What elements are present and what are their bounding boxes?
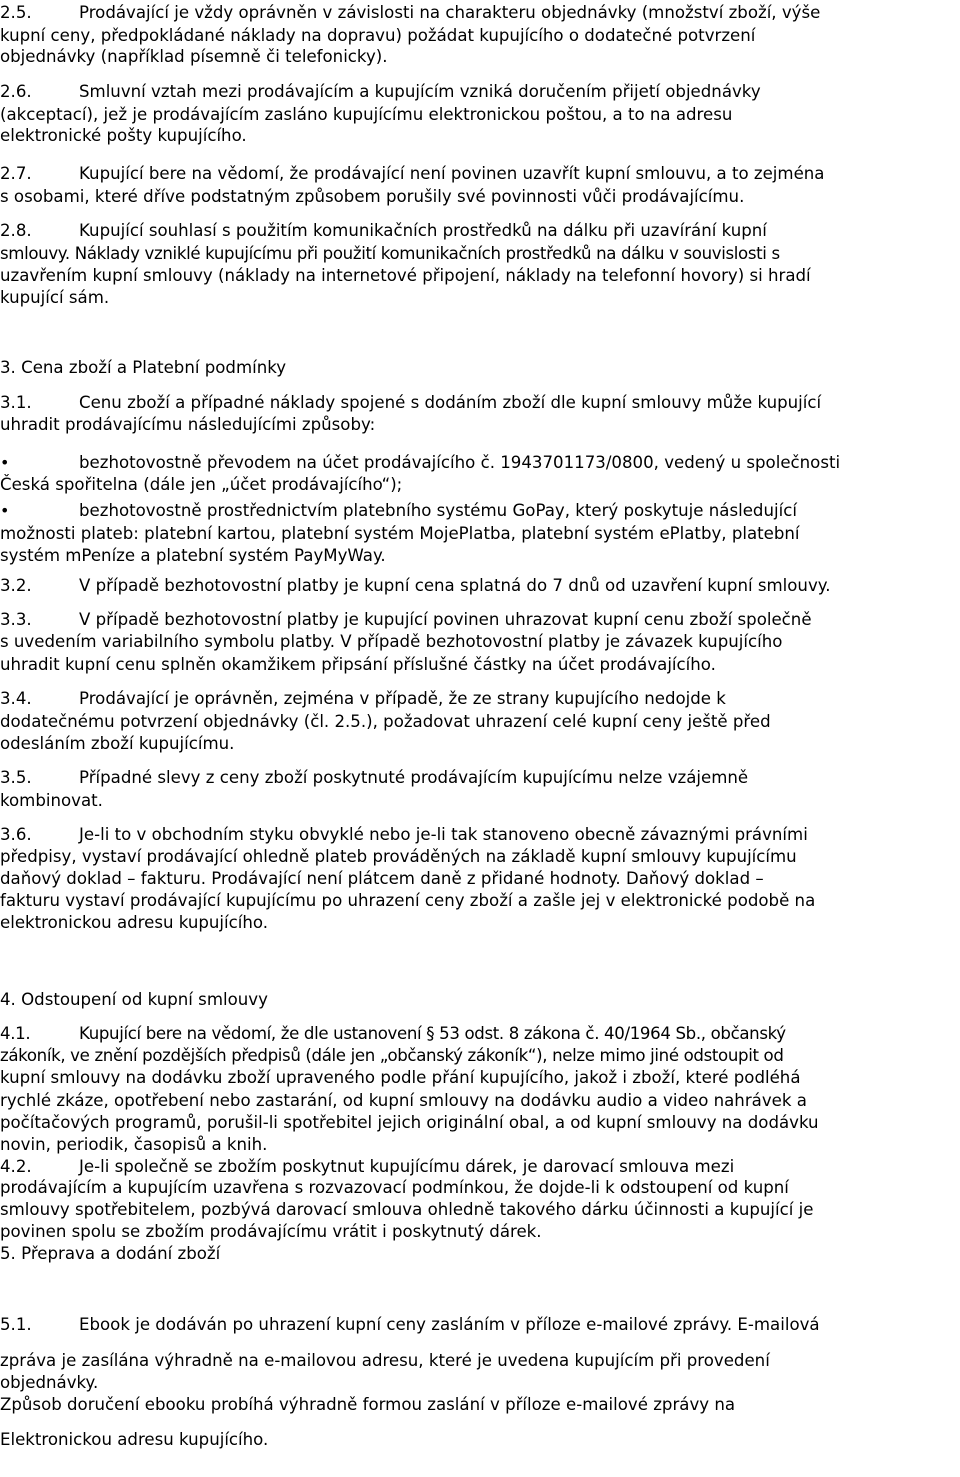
line-text: Prodávající je oprávněn, zejména v případě, že ze strany kupujícího nedojde k: [79, 689, 726, 708]
text-line: [0, 163, 824, 185]
text-line: [0, 1156, 734, 1178]
section-number: 4.2.: [0, 1157, 32, 1176]
bullet-marker: •: [0, 501, 10, 520]
text-line: [0, 609, 812, 631]
text-line: [0, 688, 726, 710]
text-line: 4. Odstoupení od kupní smlouvy: [0, 990, 268, 1009]
text-line: kupní smlouvy na dodávku zboží upraveného podle přání kupujícího, jakož i zboží, které podléhá: [0, 1068, 801, 1087]
line-text: Cenu zboží a případné náklady spojené s dodáním zboží dle kupní smlouvy může kupující: [79, 393, 822, 412]
line-text: Smluvní vztah mezi prodávajícím a kupujícím vzniká doručením přijetí objednávky: [79, 82, 761, 101]
line-text: Je-li to v obchodním styku obvyklé nebo je-li tak stanoveno obecně závaznými právními: [79, 825, 808, 844]
text-line: dodatečnému potvrzení objednávky (čl. 2.5.), požadovat uhrazení celé kupní ceny ještě před: [0, 712, 771, 731]
section-number: 3.4.: [0, 689, 32, 708]
text-line: kupní ceny, předpokládané náklady na dopravu) požádat kupujícího o dodatečné potvrzení: [0, 26, 756, 45]
line-text: Ebook je dodáván po uhrazení kupní ceny zasláním v příloze e-mailové zprávy. E-mailová: [79, 1315, 820, 1334]
line-text: V případě bezhotovostní platby je kupní cena splatná do 7 dnů od uzavření kupní smlouvy.: [79, 576, 831, 595]
text-line: [0, 824, 808, 846]
section-number: 3.5.: [0, 768, 32, 787]
text-line: uzavřením kupní smlouvy (náklady na internetové připojení, náklady na telefonní hovory) si hradí: [0, 266, 811, 285]
text-line: [0, 575, 831, 597]
text-line: možnosti plateb: platební kartou, platební systém MojePlatba, platební systém ePlatby, platební: [0, 524, 800, 543]
text-line: novin, periodik, časopisů a knih.: [0, 1135, 268, 1154]
section-number: 3.3.: [0, 610, 32, 629]
text-line: systém mPeníze a platební systém PayMyWay.: [0, 546, 386, 565]
text-line: prodávajícím a kupujícím uzavřena s rozvazovací podmínkou, že dojde-li k odstoupení od kupní: [0, 1178, 789, 1197]
text-line: kupující sám.: [0, 288, 110, 307]
text-line: Česká spořitelna (dále jen „účet prodávajícího“);: [0, 475, 403, 494]
text-line: objednávky.: [0, 1373, 99, 1392]
text-line: [0, 767, 748, 789]
text-line: elektronické pošty kupujícího.: [0, 126, 247, 145]
text-line: elektronickou adresu kupujícího.: [0, 913, 269, 932]
text-line: [0, 392, 821, 414]
text-line: odesláním zboží kupujícímu.: [0, 734, 235, 753]
line-text: bezhotovostně prostřednictvím platebního systému GoPay, který poskytuje následující: [79, 501, 797, 520]
text-line: kombinovat.: [0, 791, 103, 810]
line-text: Prodávající je vždy oprávněn v závislosti na charakteru objednávky (množství zboží, výše: [79, 3, 821, 22]
text-line: [0, 220, 767, 242]
section-number: 3.1.: [0, 393, 32, 412]
text-line: [0, 500, 797, 522]
text-line: smlouvy spotřebitelem, pozbývá darovací smlouva ohledně takového dárku účinnosti a kupující je: [0, 1200, 814, 1219]
section-number: 2.5.: [0, 3, 32, 22]
text-line: [0, 81, 761, 103]
text-line: uhradit prodávajícímu následujícími způsoby:: [0, 415, 376, 434]
section-number: 3.2.: [0, 576, 32, 595]
section-number: 5.1.: [0, 1315, 32, 1334]
bullet-marker: •: [0, 453, 10, 472]
text-line: smlouvy. Náklady vzniklé kupujícímu při použití komunikačních prostředků na dálku v souvislosti s: [0, 244, 780, 263]
section-number: 2.8.: [0, 221, 32, 240]
text-line: s osobami, které dříve podstatným způsobem porušily své povinnosti vůči prodávajícímu.: [0, 187, 745, 206]
text-line: 3. Cena zboží a Platební podmínky: [0, 358, 287, 377]
text-line: uhradit kupní cenu splněn okamžikem připsání příslušné částky na účet prodávajícího.: [0, 655, 716, 674]
section-number: 2.7.: [0, 164, 32, 183]
text-line: objednávky (například písemně či telefonicky).: [0, 47, 388, 66]
text-line: fakturu vystaví prodávající kupujícímu po uhrazení ceny zboží a zašle jej v elektronické podobě na: [0, 891, 816, 910]
section-number: 3.6.: [0, 825, 32, 844]
line-text: Je-li společně se zbožím poskytnut kupujícímu dárek, je darovací smlouva mezi: [79, 1157, 735, 1176]
text-line: [0, 1314, 820, 1336]
line-text: bezhotovostně převodem na účet prodávajícího č. 1943701173/0800, vedený u společnosti: [79, 453, 841, 472]
text-line: [0, 1023, 786, 1045]
text-line: s uvedením variabilního symbolu platby. V případě bezhotovostní platby je závazek kupujícího: [0, 632, 783, 651]
text-line: povinen spolu se zbožím prodávajícímu vrátit i poskytnutý dárek.: [0, 1222, 542, 1241]
text-line: Způsob doručení ebooku probíhá výhradně formou zaslání v příloze e-mailové zprávy na: [0, 1395, 736, 1414]
line-text: Kupující souhlasí s použitím komunikačních prostředků na dálku při uzavírání kupní: [79, 221, 767, 240]
text-line: zpráva je zasílána výhradně na e-mailovou adresu, které je uvedena kupujícím při provedení: [0, 1351, 770, 1370]
text-line: předpisy, vystaví prodávající ohledně plateb prováděných na základě kupní smlouvy kupujícímu: [0, 847, 797, 866]
text-line: Elektronickou adresu kupujícího.: [0, 1430, 269, 1449]
text-line: daňový doklad – fakturu. Prodávající není plátcem daně z přidané hodnoty. Daňový doklad –: [0, 869, 764, 888]
text-line: rychlé zkáze, opotřebení nebo zastarání, od kupní smlouvy na dodávku audio a video nahrávek a: [0, 1091, 807, 1110]
line-text: Případné slevy z ceny zboží poskytnuté prodávajícím kupujícímu nelze vzájemně: [79, 768, 749, 787]
line-text: V případě bezhotovostní platby je kupující povinen uhrazovat kupní cenu zboží společně: [79, 610, 812, 629]
line-text: Kupující bere na vědomí, že prodávající není povinen uzavřít kupní smlouvu, a to zejména: [79, 164, 825, 183]
text-line: (akceptací), jež je prodávajícím zasláno kupujícímu elektronickou poštou, a to na adresu: [0, 105, 733, 124]
section-number: 4.1.: [0, 1024, 31, 1043]
text-line: [0, 452, 840, 474]
text-line: 5. Přeprava a dodání zboží: [0, 1244, 221, 1263]
text-line: [0, 2, 820, 24]
text-line: počítačových programů, porušil-li spotřebitel jejich originální obal, a od kupní smlouvy na dodávku: [0, 1113, 819, 1132]
text-line: zákoník, ve znění pozdějších předpisů (dále jen „občanský zákoník“), nelze mimo jiné odstoupit od: [0, 1046, 784, 1065]
section-number: 2.6.: [0, 82, 32, 101]
line-text: Kupující bere na vědomí, že dle ustanovení § 53 odst. 8 zákona č. 40/1964 Sb., občanský: [79, 1024, 786, 1043]
